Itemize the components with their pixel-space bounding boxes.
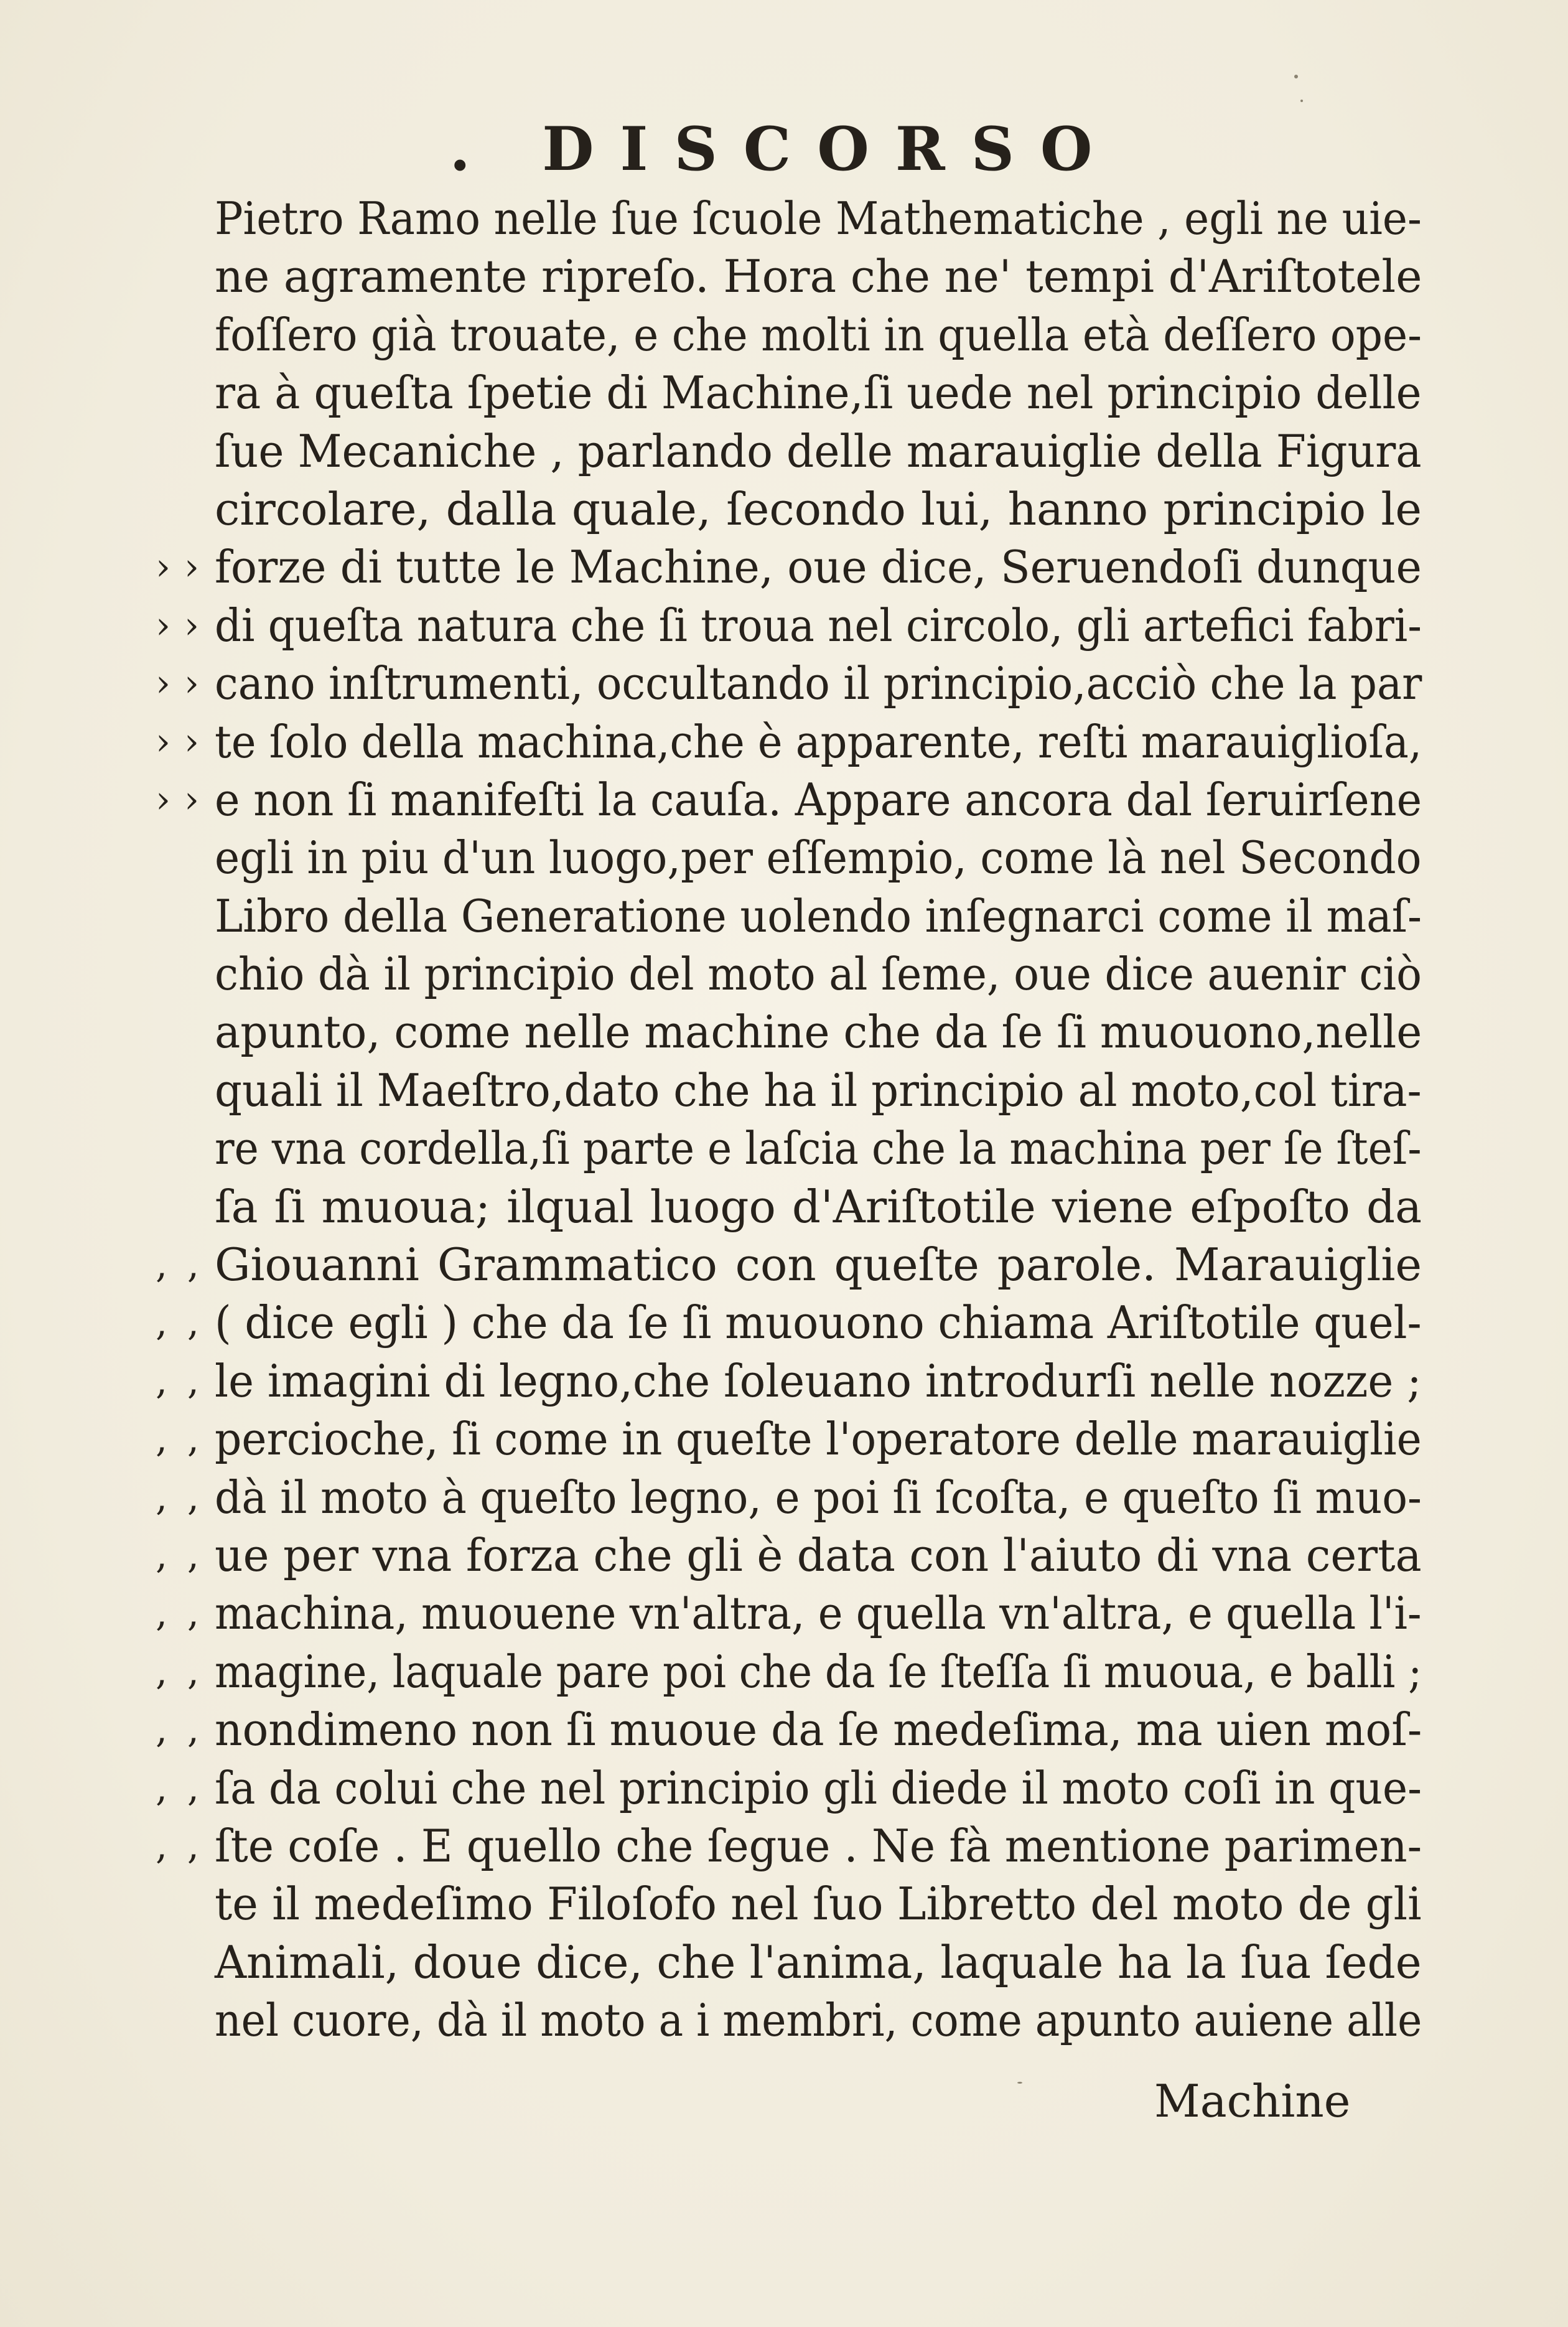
quote-mark: › ›	[156, 545, 199, 589]
quote-mark: , ,	[156, 1243, 199, 1287]
text-line	[215, 829, 1422, 887]
page-header	[0, 115, 1568, 184]
line-text: forze di tutte le Machine, oue dice, Seruendoſi dunque	[215, 541, 1422, 594]
line-text: circolare, dalla quale, ſecondo lui, hanno principio le	[215, 482, 1422, 535]
line-text: ſa da colui che nel principio gli diede il moto coſi in que-	[215, 1761, 1422, 1814]
text-line	[215, 364, 1422, 422]
text-line	[156, 597, 1422, 655]
text-line	[156, 771, 1422, 829]
text-line	[156, 1352, 1422, 1410]
line-text: percioche, ſi come in queſte l'operatore delle marauiglie	[215, 1413, 1422, 1466]
text-line	[215, 1003, 1422, 1061]
text-line	[156, 1294, 1422, 1352]
catchword: Machine	[1154, 2075, 1351, 2127]
line-text: Libro della Generatione uolendo inſegnarci come il maſ-	[215, 889, 1422, 942]
line-text: le imagini di legno,che ſoleuano introdurſi nelle nozze ;	[215, 1354, 1422, 1407]
text-line	[156, 1817, 1422, 1875]
line-text: Animali, doue dice, che l'anima, laquale ha la ſua ſede	[215, 1936, 1422, 1988]
quote-mark: › ›	[156, 719, 199, 764]
paper-speck	[1017, 2082, 1022, 2084]
text-line	[215, 1062, 1422, 1120]
line-text: magine, laquale pare poi che da ſe ſteſſa ſi muoua, e balli ;	[215, 1645, 1422, 1698]
quote-mark: , ,	[156, 1766, 199, 1810]
text-line	[215, 190, 1422, 248]
text-line	[215, 480, 1422, 538]
text-line	[156, 655, 1422, 713]
line-text: nondimeno non ſi muoue da ſe medeſima, ma uien moſ-	[215, 1703, 1422, 1756]
text-line	[215, 945, 1422, 1003]
line-text: dà il moto à queſto legno, e poi ſi ſcoſta, e queſto ſi muo-	[215, 1471, 1422, 1524]
line-text: re vna cordella,ſi parte e laſcia che la machina per ſe ſteſ-	[215, 1122, 1422, 1175]
paper-speck	[1294, 75, 1298, 78]
line-text: ue per vna forza che gli è data con l'aiuto di vna certa	[215, 1529, 1422, 1581]
text-line	[156, 1469, 1422, 1527]
line-text: Giouanni Grammatico con queſte parole. Marauiglie	[215, 1238, 1422, 1291]
quote-mark: › ›	[156, 603, 199, 647]
line-text: quali il Maeſtro,dato che ha il principio al moto,col tira-	[215, 1064, 1422, 1117]
quote-mark: , ,	[156, 1359, 199, 1403]
line-text: cano inſtrumenti, occultando il principio,acciò che la par	[215, 657, 1422, 710]
text-line	[156, 1527, 1422, 1585]
header-dot: .	[449, 114, 495, 184]
line-text: apunto, come nelle machine che da ſe ſi muouono,nelle	[215, 1006, 1422, 1059]
line-text: te ſolo della machina,che è apparente, reſti marauiglioſa,	[215, 715, 1422, 768]
quote-mark: , ,	[156, 1475, 199, 1519]
line-text: ſte coſe . E quello che ſegue . Ne fà mentione parimen-	[215, 1819, 1422, 1872]
quote-mark: , ,	[156, 1417, 199, 1461]
text-line	[215, 1120, 1422, 1178]
line-text: nel cuore, dà il moto a i membri, come apunto auiene alle	[215, 1994, 1422, 2047]
line-text: egli in piu d'un luogo,per eſſempio, come là nel Secondo	[215, 831, 1422, 884]
running-title: DISCORSO	[542, 114, 1119, 184]
line-text: ( dice egli ) che da ſe ſi muouono chiama Ariſtotile quel-	[215, 1296, 1422, 1349]
text-line	[156, 1410, 1422, 1468]
line-text: ne agramente ripreſo. Hora che ne' tempi d'Ariſtotele	[215, 250, 1422, 303]
line-text: chio dà il principio del moto al ſeme, oue dice auenir ciò	[215, 948, 1422, 1001]
text-line	[215, 1934, 1422, 1992]
quote-mark: , ,	[156, 1301, 199, 1345]
text-line	[215, 1992, 1422, 2049]
quote-mark: , ,	[156, 1533, 199, 1577]
quote-mark: › ›	[156, 662, 199, 706]
line-text: e non ſi manifeſti la cauſa. Appare ancora dal ſeruirſene	[215, 773, 1422, 826]
line-text: di queſta natura che ſi troua nel circolo, gli artefici fabri-	[215, 599, 1422, 652]
text-line	[215, 306, 1422, 364]
quote-mark: , ,	[156, 1824, 199, 1868]
body-text	[156, 190, 1422, 2050]
quote-mark: , ,	[156, 1649, 199, 1693]
line-text: te il medeſimo Filoſofo nel ſuo Libretto del moto de gli	[215, 1878, 1422, 1931]
text-line	[156, 1236, 1422, 1294]
text-line	[215, 423, 1422, 480]
line-text: ſa ſi muoua; ilqual luogo d'Ariſtotile viene eſpoſto da	[215, 1180, 1422, 1233]
quote-mark: , ,	[156, 1708, 199, 1752]
text-line	[215, 1178, 1422, 1236]
text-line	[156, 1643, 1422, 1701]
line-text: ra à queſta ſpetie di Machine,ſi uede nel principio delle	[215, 367, 1422, 419]
line-text: ſue Mecaniche , parlando delle marauiglie della Figura	[215, 424, 1422, 477]
paper-speck	[1300, 100, 1303, 102]
quote-mark: , ,	[156, 1591, 199, 1636]
text-line	[156, 538, 1422, 596]
text-line	[156, 1701, 1422, 1759]
text-line	[156, 713, 1422, 771]
text-line	[156, 1585, 1422, 1642]
text-line	[156, 1759, 1422, 1817]
quote-mark: › ›	[156, 777, 199, 822]
line-text: machina, muouene vn'altra, e quella vn'altra, e quella l'i-	[215, 1587, 1422, 1640]
line-text: Pietro Ramo nelle ſue ſcuole Mathematiche , egli ne uie-	[215, 192, 1422, 245]
text-line	[215, 887, 1422, 945]
text-line	[215, 1875, 1422, 1933]
text-line	[215, 248, 1422, 306]
line-text: foſſero già trouate, e che molti in quella età deſſero ope-	[215, 308, 1422, 361]
